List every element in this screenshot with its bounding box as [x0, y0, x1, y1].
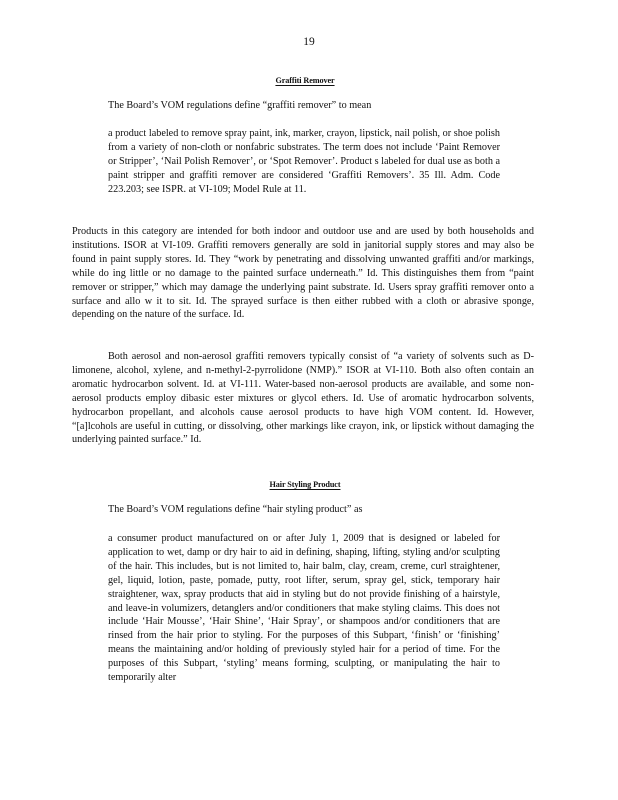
paragraph-graffiti-use: Products in this category are intended for both indoor and outdoor use and are used by both households and institutions. ISOR at VI-109. Graffiti removers generally are sold in janitorial supply stores and may also be found in paint supply stores. Id. They “work by penetrating and dissolving unwanted graffiti and/or markings, while do ing little or no damage to the painted surface underneath.” Id. This distinguishes them from “paint remover or stripper,” which may damage the underlying paint substrate. Id. Users spray graffiti remover onto a surface and allo w it to sit. Id. The sprayed surface is then either rubbed with a cloth or abrasive sponge, depending on the nature of the surface. Id.: [72, 226, 534, 321]
page-number: 19: [303, 36, 315, 48]
definition-quote-graffiti-remover: a product labeled to remove spray paint, ink, marker, crayon, lipstick, nail polish, or shoe polish from a variety of non-cloth or nonfabric substrates. The term does not include ‘Paint Remover or Stripper’, ‘Nail Polish Remover’, or ‘Spot Remover’. Product s labeled for dual use as both a paint stripper and graffiti remover are considered ‘Graffiti Removers’. 35 Ill. Adm. Code 223.203; see ISPR. at VI-109; Model Rule at 11.: [108, 128, 500, 195]
intro-graffiti-remover: The Board’s VOM regulations define “graffiti remover” to mean: [108, 100, 372, 111]
section-heading-hair-styling-product: Hair Styling Product: [269, 480, 341, 489]
intro-hair-styling-product: The Board’s VOM regulations define “hair styling product” as: [108, 504, 363, 515]
section-heading-graffiti-remover: Graffiti Remover: [275, 76, 335, 85]
definition-quote-hair-styling-product: a consumer product manufactured on or after July 1, 2009 that is designed or labeled for application to wet, damp or dry hair to aid in defining, shaping, lifting, styling and/or sculpting of the hair. This includes, but is not limited to, hair balm, clay, cream, creme, curl straightener, gel, liquid, lotion, paste, pomade, putty, root lifter, serum, spray gel, stick, temporary hair straightener, wax, spray products that aid in styling but do not provide finishing of a hairstyle, and leave-in volumizers, detanglers and/or conditioners that make styling claims. This does not include ‘Hair Mousse’, ‘Hair Shine’, ‘Hair Spray’, or shampoos and/or conditioners that are rinsed from the hair prior to styling. For the purposes of this Subpart, ‘finish’ or ‘finishing’ means the maintaining and/or holding of previously styled hair for a period of time. For the purposes of this Subpart, ‘styling’ means forming, sculpting, or manipulating the hair to temporarily alter: [108, 533, 500, 684]
paragraph-graffiti-composition: Both aerosol and non-aerosol graffiti removers typically consist of “a variety of solvents such as D-limonene, alcohol, xylene, and n-methyl-2-pyrrolidone (NMP).” ISOR at VI-110. Both also often contain an aromatic hydrocarbon solvent. Id. at VI-111. Water-based non-aerosol products are available, and some non-aerosol products employ dibasic ester mixtures or glycol ethers. Id. Use of aromatic hydrocarbon solvents, hydrocarbon propellant, and alcohols cause aerosol products to have high VOM content. Id. However, “[a]lcohols are useful in cutting, or dissolving, other markings like crayon, ink, or lipstick without damaging the underlying painted surface.” Id.: [72, 351, 534, 446]
